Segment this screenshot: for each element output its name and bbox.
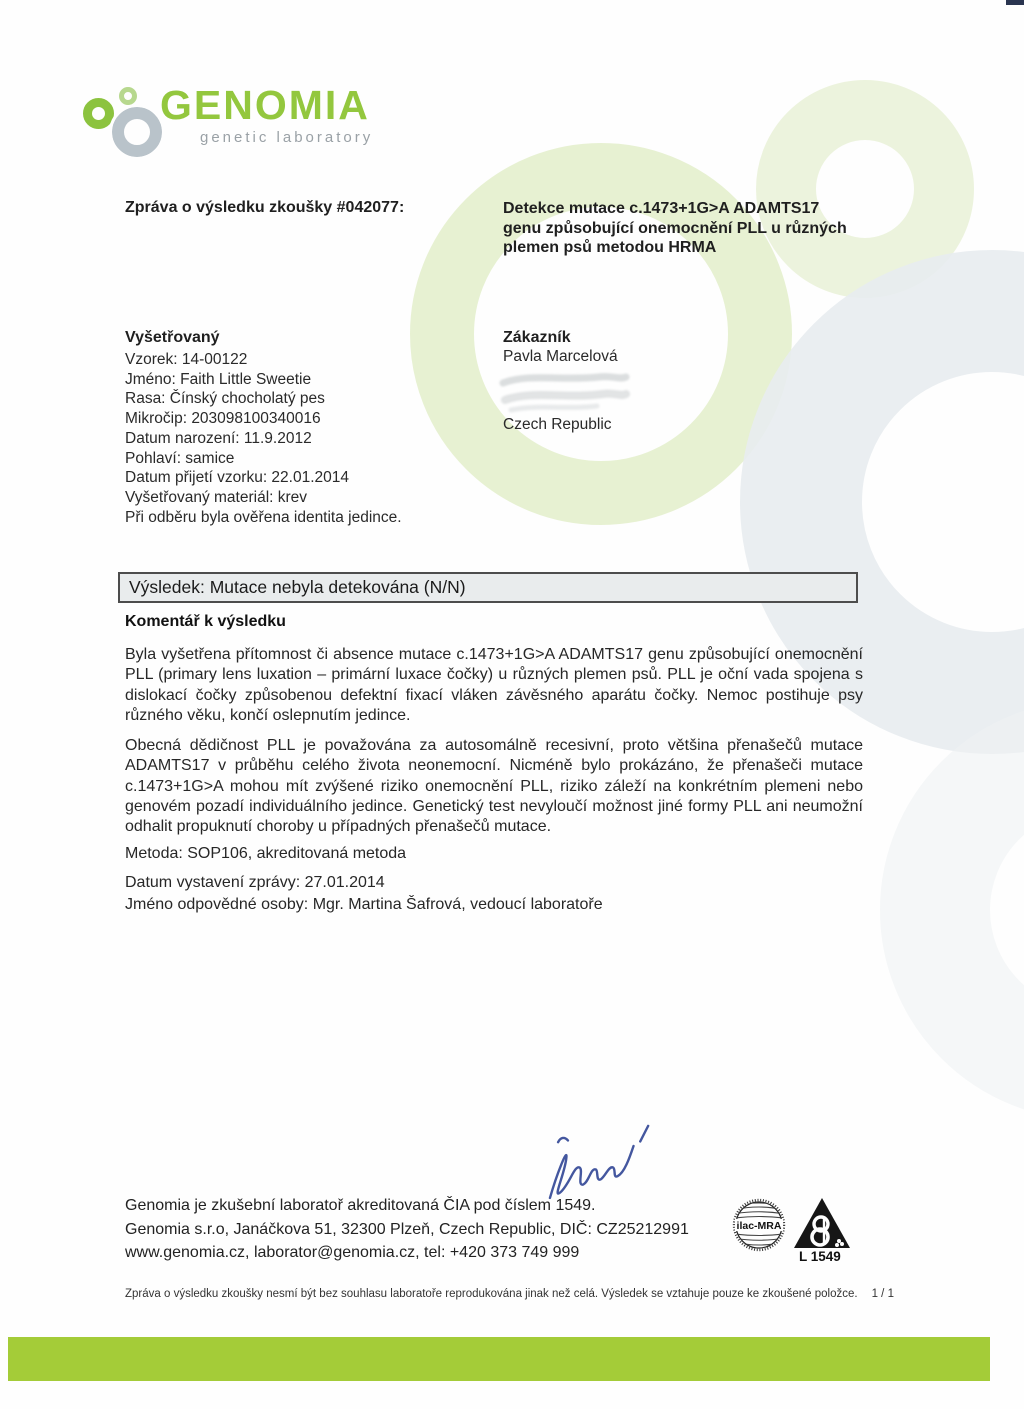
result-text: Výsledek: Mutace nebyla detekována (N/N) — [129, 577, 466, 597]
logo-small-ring-icon — [119, 87, 137, 105]
page-number: 1 / 1 — [871, 1288, 894, 1300]
footer-contact-line: www.genomia.cz, laborator@genomia.cz, tel: +420 373 749 999 — [125, 1244, 580, 1261]
examined-birthdate: Datum narození: 11.9.2012 — [125, 429, 312, 447]
footer-address-block — [125, 1194, 725, 1265]
cia-accreditation-number: L 1549 — [799, 1249, 841, 1264]
result-box — [118, 572, 858, 603]
customer-country: Czech Republic — [503, 415, 612, 433]
bottom-green-bar — [8, 1337, 990, 1381]
issue-date-line: Datum vystavení zprávy: 27.01.2014 — [125, 874, 385, 891]
disclaimer-row — [125, 1288, 894, 1300]
comment-paragraph-1: Byla vyšetřena přítomnost či absence mutace c.1473+1G>A ADAMTS17 genu způsobující onemocnění PLL (primary lens luxation – primární luxace čočky) u různých plemen psů. PLL je oční vada spojena s dislokací čočky způsobenou defektní fixací vláken závěsného aparátu čočky. Nemoc postihuje psy různého věku, končí oslepnutím jedince. — [125, 646, 863, 724]
watermark-ring-gray-lower — [880, 700, 1024, 1120]
examined-received-date: Datum přijetí vzorku: 22.01.2014 — [125, 469, 350, 487]
ilac-mra-label: ilac-MRA — [736, 1220, 782, 1232]
examined-heading: Vyšetřovaný — [125, 329, 220, 346]
customer-name: Pavla Marcelová — [503, 348, 618, 365]
footer-accreditation-line: Genomia je zkušební laboratoř akreditovaná ČIA pod číslem 1549. — [125, 1197, 596, 1214]
logo-wordmark: GENOMIA — [160, 82, 370, 128]
customer-heading: Zákazník — [503, 329, 571, 346]
examined-name: Jméno: Faith Little Sweetie — [125, 370, 312, 388]
ilac-mra-logo — [731, 1196, 787, 1254]
redacted-address-smudge — [499, 371, 631, 413]
report-number-title: Zpráva o výsledku zkoušky #042077: — [125, 199, 405, 216]
customer-section — [503, 329, 823, 434]
comment-paragraph-2: Obecná dědičnost PLL je považována za autosomálně recesivní, proto většina přenašečů mutace ADAMTS17 v průběhu celého života neonemocní. Nicméně bylo prokázáno, že přenašeči mutace c.1473+1G>A mohou mít zvýšené riziko onemocnění PLL, riziko záleží na konkrétním plemeni nebo genovém pozadí individuálního jedince. Genetický test nevyloučí možnost jiné formy PLL ani neumožní odhalit propuknutí choroby u případných přenašečů mutace. — [125, 737, 863, 836]
examined-breed: Rasa: Čínský chocholatý pes — [125, 390, 325, 408]
examined-microchip: Mikročip: 203098100340016 — [125, 410, 321, 428]
examined-material: Vyšetřovaný materiál: krev — [125, 488, 308, 506]
footer-company-line: Genomia s.r.o, Janáčkova 51, 32300 Plzeň, Czech Republic, DIČ: CZ25212991 — [125, 1220, 689, 1238]
logo-gray-ring-icon — [112, 107, 162, 157]
responsible-person-line: Jméno odpovědné osoby: Mgr. Martina Šafrová, vedoucí laboratoře — [125, 896, 603, 913]
scan-artifact-mark — [1006, 0, 1024, 5]
examined-identity-note: Při odběru byla ověřena identita jedince. — [125, 508, 402, 526]
logo-green-ring-icon — [83, 98, 114, 129]
disclaimer-text: Zpráva o výsledku zkoušky nesmí být bez souhlasu laboratoře reprodukována jinak než celá. Výsledek se vztahuje pouze ke zkoušené položce. — [125, 1288, 858, 1300]
cia-triangle-logo — [793, 1197, 851, 1249]
comment-heading: Komentář k výsledku — [125, 613, 286, 630]
examined-sample: Vzorek: 14-00122 — [125, 351, 248, 368]
logo-tagline: genetic laboratory — [200, 129, 374, 146]
examined-subject-section — [125, 329, 485, 527]
test-description-title: Detekce mutace c.1473+1G>A ADAMTS17 genu způsobující onemocnění PLL u různých plemen psů metodou HRMA — [503, 200, 847, 256]
method-line: Metoda: SOP106, akreditovaná metoda — [125, 845, 407, 862]
examined-sex: Pohlaví: samice — [125, 449, 235, 467]
